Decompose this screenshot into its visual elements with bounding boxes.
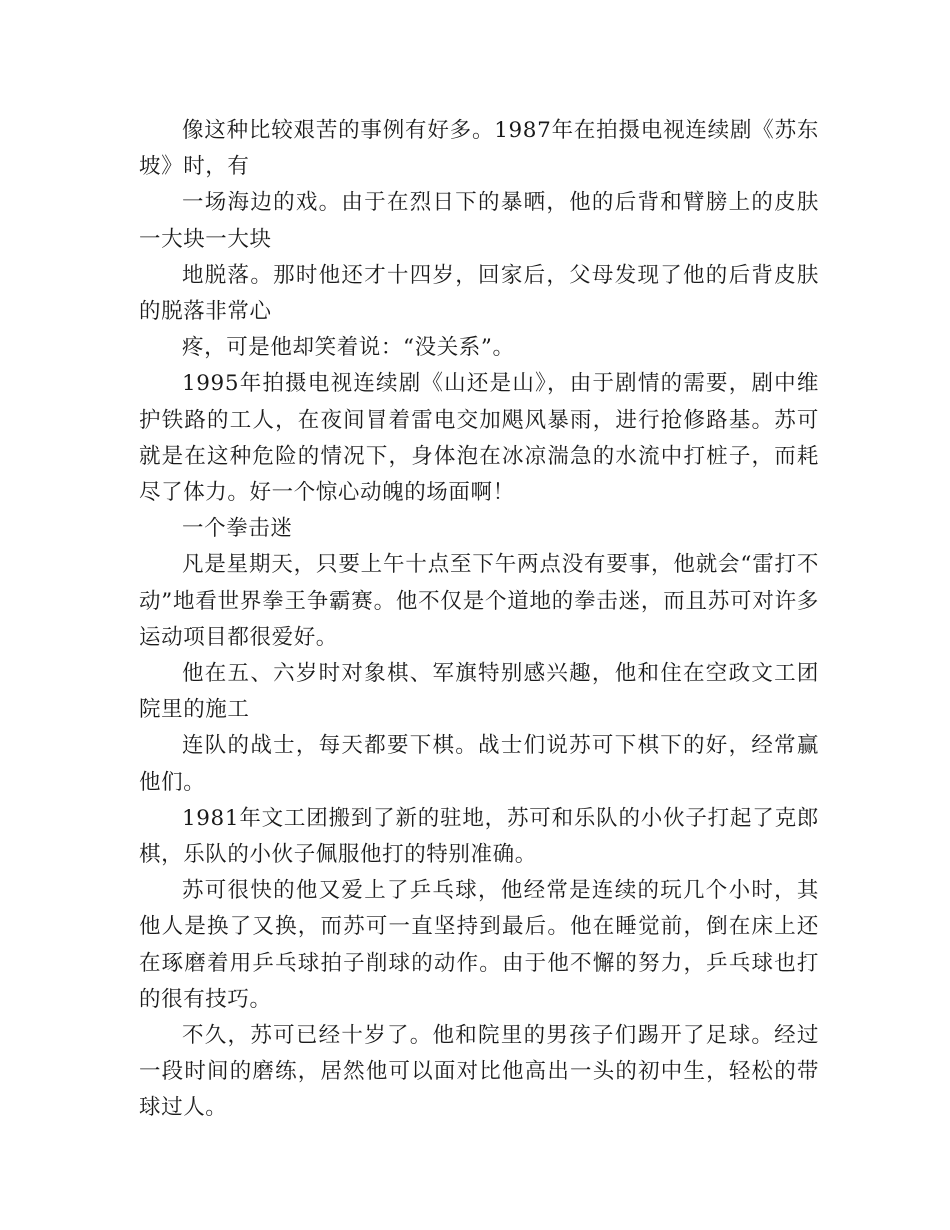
paragraph: 像这种比较艰苦的事例有好多。1987年在拍摄电视连续剧《苏东坡》时，有 (139, 118, 819, 180)
paragraph: 疼，可是他却笑着说：“没关系”。 (182, 335, 515, 361)
paragraph: 不久，苏可已经十岁了。他和院里的男孩子们踢开了足球。经过一段时间的磨练，居然他可以面对比他高出一头的初中生，轻松的带球过人。 (139, 1023, 819, 1121)
paragraph: 1995年拍摄电视连续剧《山还是山》，由于剧情的需要，剧中维护铁路的工人，在夜间冒着雷电交加飓风暴雨，进行抢修路基。苏可就是在这种危险的情况下，身体泡在冰凉湍急的水流中打桩子，而耗尽了体力。好一个惊心动魄的场面啊！ (139, 371, 819, 506)
paragraph: 地脱落。那时他还才十四岁，回家后，父母发现了他的后背皮肤的脱落非常心 (139, 262, 819, 325)
paragraph: 连队的战士，每天都要下棋。战士们说苏可下棋下的好，经常赢他们。 (139, 733, 819, 795)
paragraph: 凡是星期天，只要上午十点至下午两点没有要事，他就会“雷打不动”地看世界拳王争霸赛。他不仅是个道地的拳击迷，而且苏可对许多运动项目都很爱好。 (139, 552, 819, 650)
section-heading: 一个拳击迷 (182, 516, 293, 542)
paragraph: 他在五、六岁时对象棋、军旗特别感兴趣，他和住在空政文工团院里的施工 (139, 661, 819, 723)
body-text (139, 113, 819, 1127)
paragraph: 苏可很快的他又爱上了乒乓球，他经常是连续的玩几个小时，其他人是换了又换，而苏可一直坚持到最后。他在睡觉前，倒在床上还在琢磨着用乒乓球拍子削球的动作。由于他不懈的努力，乒乓球也打的很有技巧。 (139, 878, 819, 1012)
paragraph: 1981年文工团搬到了新的驻地，苏可和乐队的小伙子打起了克郎棋，乐队的小伙子佩服他打的特别准确。 (139, 805, 819, 868)
paragraph: 一场海边的戏。由于在烈日下的暴晒，他的后背和臂膀上的皮肤一大块一大块 (139, 190, 819, 252)
